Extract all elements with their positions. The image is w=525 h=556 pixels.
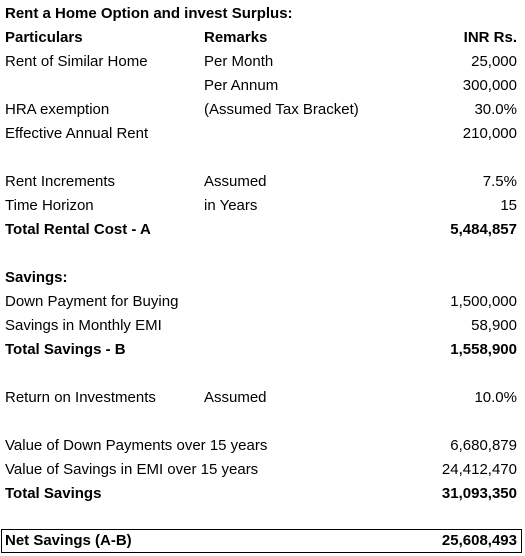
savings-section-row — [0, 266, 525, 290]
row-remark: Assumed — [204, 173, 267, 190]
row-value: 6,680,879 — [450, 437, 517, 454]
net-savings-label: Net Savings (A-B) — [5, 532, 132, 549]
row-value: 1,558,900 — [450, 341, 517, 358]
header-amount: INR Rs. — [463, 29, 517, 46]
table-row — [0, 290, 525, 314]
table-row — [0, 434, 525, 458]
row-particular: Total Rental Cost - A — [5, 221, 151, 238]
row-remark: in Years — [204, 197, 258, 214]
row-particular: Time Horizon — [5, 197, 94, 214]
row-value: 24,412,470 — [441, 461, 517, 478]
row-particular: Effective Annual Rent — [5, 125, 149, 142]
table-row — [0, 50, 525, 74]
row-particular: Total Savings — [5, 485, 102, 502]
table-title-row — [0, 2, 525, 26]
row-value: 15 — [500, 197, 517, 214]
row-remark: (Assumed Tax Bracket) — [204, 101, 359, 118]
net-savings-row — [0, 529, 525, 553]
header-particulars: Particulars — [5, 29, 83, 46]
row-value: 30.0% — [474, 101, 517, 118]
row-particular: Rent of Similar Home — [5, 53, 148, 70]
section-heading: Savings: — [5, 269, 68, 286]
total-savings-b-row — [0, 338, 525, 362]
row-value: 1,500,000 — [450, 293, 517, 310]
row-remark: Assumed — [204, 389, 267, 406]
row-remark: Per Annum — [204, 77, 279, 94]
row-value: 300,000 — [462, 77, 517, 94]
table-row — [0, 194, 525, 218]
row-particular: Savings in Monthly EMI — [5, 317, 162, 334]
row-value: 5,484,857 — [450, 221, 517, 238]
row-remark: Per Month — [204, 53, 274, 70]
table-row — [0, 74, 525, 98]
table-row — [0, 98, 525, 122]
row-value: 31,093,350 — [441, 485, 517, 502]
row-particular: Total Savings - B — [5, 341, 126, 358]
row-particular: Return on Investments — [5, 389, 156, 406]
row-value: 210,000 — [462, 125, 517, 142]
header-remarks: Remarks — [204, 29, 268, 46]
total-rental-cost-row — [0, 218, 525, 242]
row-value: 10.0% — [474, 389, 517, 406]
total-savings-row — [0, 482, 525, 506]
table-row — [0, 386, 525, 410]
row-value: 25,000 — [471, 53, 517, 70]
header-row — [0, 26, 525, 50]
row-particular: Value of Down Payments over 15 years — [5, 437, 268, 454]
net-savings-value: 25,608,493 — [441, 532, 517, 549]
row-value: 58,900 — [471, 317, 517, 334]
table-row — [0, 458, 525, 482]
row-particular: HRA exemption — [5, 101, 110, 118]
table-row — [0, 122, 525, 146]
table-title: Rent a Home Option and invest Surplus: — [5, 5, 293, 22]
row-particular: Rent Increments — [5, 173, 116, 190]
row-value: 7.5% — [482, 173, 517, 190]
row-particular: Down Payment for Buying — [5, 293, 179, 310]
table-row — [0, 314, 525, 338]
row-particular: Value of Savings in EMI over 15 years — [5, 461, 259, 478]
table-row — [0, 170, 525, 194]
